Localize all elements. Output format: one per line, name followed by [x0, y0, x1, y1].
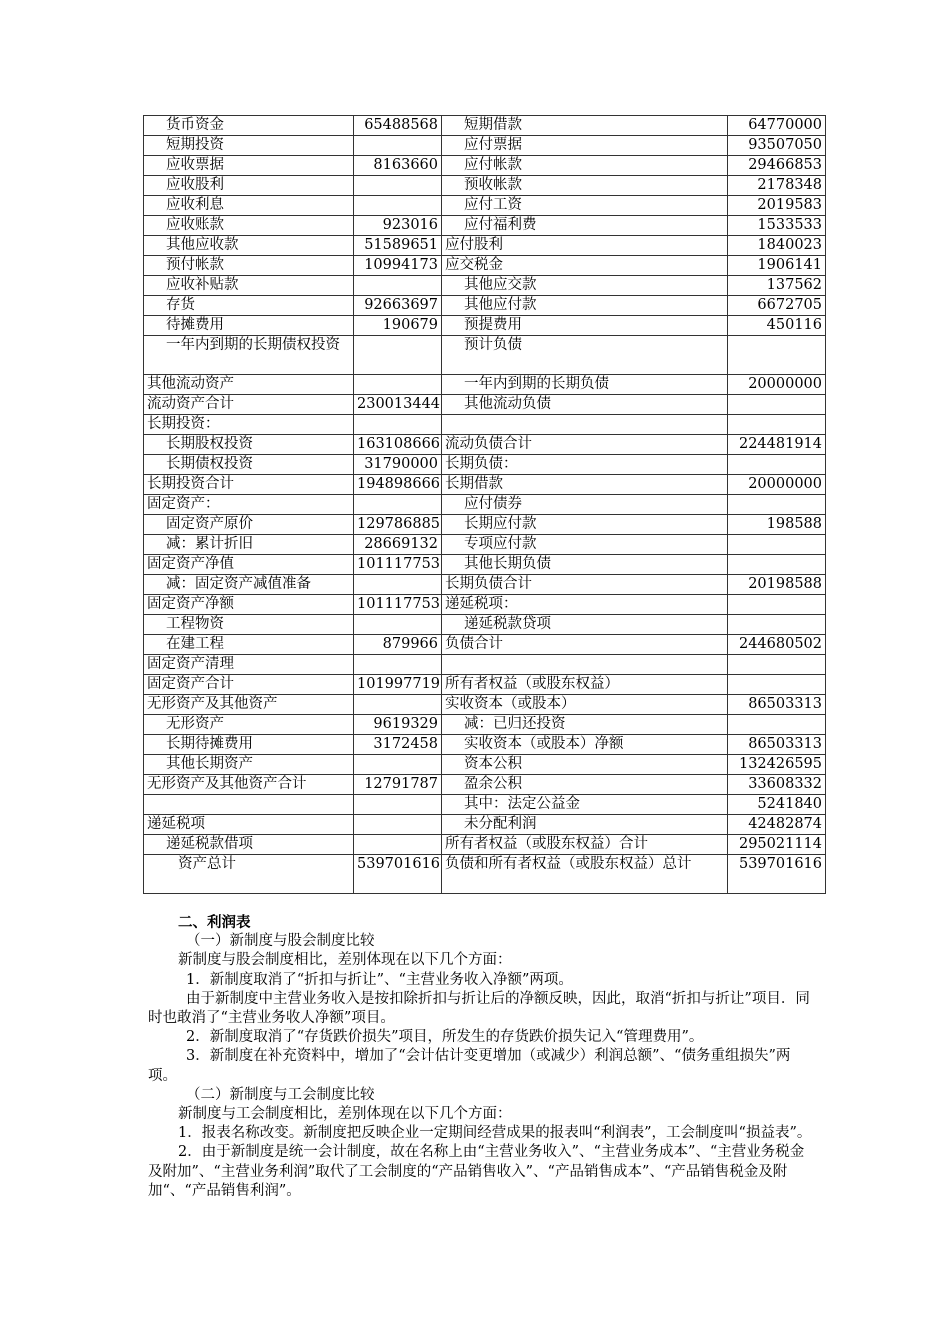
asset-label: 应收股利 — [144, 176, 354, 196]
liability-label: 其他长期负债 — [442, 555, 728, 575]
table-row — [144, 655, 826, 675]
liability-value — [728, 336, 826, 375]
liability-label: 实收资本（或股本）净额 — [442, 735, 728, 755]
liability-label: 长期负债合计 — [442, 575, 728, 595]
liability-value — [728, 615, 826, 635]
liability-value — [728, 495, 826, 515]
liability-value: 450116 — [728, 316, 826, 336]
table-row — [144, 176, 826, 196]
liability-value — [728, 535, 826, 555]
table-row — [144, 635, 826, 655]
table-row — [144, 196, 826, 216]
liability-value: 42482874 — [728, 815, 826, 835]
liability-value: 20000000 — [728, 375, 826, 395]
liability-label: 长期应付款 — [442, 515, 728, 535]
liability-value: 6672705 — [728, 296, 826, 316]
liability-value — [728, 655, 826, 675]
asset-label: 预付帐款 — [144, 256, 354, 276]
asset-value — [354, 615, 442, 635]
subsection-heading-1: （一）新制度与股会制度比较 — [186, 933, 375, 950]
asset-value: 92663697 — [354, 296, 442, 316]
table-row — [144, 735, 826, 755]
liability-value: 29466853 — [728, 156, 826, 176]
asset-label: 固定资产清理 — [144, 655, 354, 675]
asset-value — [354, 815, 442, 835]
liability-label: 递延税款贷项 — [442, 615, 728, 635]
asset-label: 长期待摊费用 — [144, 735, 354, 755]
liability-value: 2178348 — [728, 176, 826, 196]
paragraph: 新制度与工会制度相比，差别体现在以下几个方面： — [178, 1106, 512, 1123]
liability-value: 1840023 — [728, 236, 826, 256]
paragraph: 1．新制度取消了“折扣与折让”、“主营业务收入净额”两项。 — [186, 971, 573, 988]
liability-label: 实收资本（或股本） — [442, 695, 728, 715]
asset-value — [354, 415, 442, 435]
liability-value: 224481914 — [728, 435, 826, 455]
asset-label: 固定资产净额 — [144, 595, 354, 615]
liability-label: 一年内到期的长期负债 — [442, 375, 728, 395]
asset-label: 应收补贴款 — [144, 276, 354, 296]
asset-value — [354, 336, 442, 375]
asset-value: 51589651 — [354, 236, 442, 256]
liability-label: 应付福利费 — [442, 216, 728, 236]
liability-label: 应交税金 — [442, 256, 728, 276]
liability-value: 198588 — [728, 515, 826, 535]
asset-value — [354, 755, 442, 775]
asset-value — [354, 276, 442, 296]
liability-label — [442, 655, 728, 675]
asset-value: 65488568 — [354, 116, 442, 136]
asset-label: 固定资产： — [144, 495, 354, 515]
paragraph: 由于新制度中主营业务收入是按扣除折扣与折让后的净额反映，因此，取消“折扣与折让”项目．同时也敢消了“主营业务收人净额”项目。 — [148, 990, 810, 1027]
asset-value — [354, 835, 442, 855]
liability-label: 应付股利 — [442, 236, 728, 256]
table-row — [144, 795, 826, 815]
table-row — [144, 276, 826, 296]
table-row — [144, 695, 826, 715]
asset-value: 101117753 — [354, 595, 442, 615]
liability-label: 短期借款 — [442, 116, 728, 136]
asset-value: 28669132 — [354, 535, 442, 555]
table-row — [144, 615, 826, 635]
liability-label: 未分配利润 — [442, 815, 728, 835]
liability-value: 137562 — [728, 276, 826, 296]
asset-value: 194898666 — [354, 475, 442, 495]
asset-value: 8163660 — [354, 156, 442, 176]
paragraph: 新制度与股会制度相比，差别体现在以下几个方面： — [178, 952, 512, 969]
liability-label: 其他流动负债 — [442, 395, 728, 415]
table-row — [144, 236, 826, 256]
liability-value — [728, 675, 826, 695]
liability-label: 其中：法定公益金 — [442, 795, 728, 815]
section-heading: 二、利润表 — [178, 914, 251, 931]
asset-label: 长期投资： — [144, 415, 354, 435]
liability-value: 33608332 — [728, 775, 826, 795]
table-row — [144, 415, 826, 435]
liability-label: 应付债券 — [442, 495, 728, 515]
asset-value: 101997719 — [354, 675, 442, 695]
asset-value: 101117753 — [354, 555, 442, 575]
asset-label: 应收利息 — [144, 196, 354, 216]
liability-value: 1906141 — [728, 256, 826, 276]
asset-value — [354, 695, 442, 715]
liability-label: 递延税项： — [442, 595, 728, 615]
asset-label: 短期投资 — [144, 136, 354, 156]
liability-label — [442, 415, 728, 435]
asset-label: 减：固定资产减值准备 — [144, 575, 354, 595]
asset-label: 无形资产及其他资产合计 — [144, 775, 354, 795]
table-row — [144, 535, 826, 555]
liability-value — [728, 555, 826, 575]
asset-value — [354, 196, 442, 216]
liability-label: 预收帐款 — [442, 176, 728, 196]
liability-label: 流动负债合计 — [442, 435, 728, 455]
table-row — [144, 136, 826, 156]
liability-value: 20198588 — [728, 575, 826, 595]
asset-value — [354, 136, 442, 156]
table-row — [144, 375, 826, 395]
liability-value — [728, 415, 826, 435]
asset-value: 190679 — [354, 316, 442, 336]
asset-label: 长期债权投资 — [144, 455, 354, 475]
asset-value: 3172458 — [354, 735, 442, 755]
table-row — [144, 256, 826, 276]
asset-value: 9619329 — [354, 715, 442, 735]
table-row — [144, 815, 826, 835]
asset-value: 10994173 — [354, 256, 442, 276]
asset-value: 539701616 — [354, 855, 442, 894]
asset-label: 存货 — [144, 296, 354, 316]
asset-label: 固定资产原价 — [144, 515, 354, 535]
asset-value: 31790000 — [354, 455, 442, 475]
asset-value — [354, 575, 442, 595]
table-row — [144, 775, 826, 795]
liability-label: 其他应交款 — [442, 276, 728, 296]
asset-label: 无形资产及其他资产 — [144, 695, 354, 715]
paragraph: 2．由于新制度是统一会计制度，故在名称上由“主营业务收入”、“主营业务成本”、“主营业务税金及附加”、“主营业务利润”取代了工会制度的“产品销售收入”、“产品销售成本”、“产品销售税金及附加“、“产品销售利润”。 — [148, 1144, 805, 1199]
asset-label: 工程物资 — [144, 615, 354, 635]
balance-sheet-table — [143, 115, 826, 894]
asset-value — [354, 375, 442, 395]
liability-value: 5241840 — [728, 795, 826, 815]
table-row — [144, 595, 826, 615]
asset-label: 资产总计 — [144, 855, 354, 894]
liability-label: 预计负债 — [442, 336, 728, 375]
paragraph: 3．新制度在补充资料中，增加了“会计估计变更增加（或减少）利润总额”、“债务重组损失”两项。 — [148, 1048, 791, 1084]
table-row — [144, 156, 826, 176]
table-row — [144, 575, 826, 595]
asset-value: 12791787 — [354, 775, 442, 795]
table-row — [144, 475, 826, 495]
asset-value: 879966 — [354, 635, 442, 655]
subsection-heading-2: （二）新制度与工会制度比较 — [186, 1086, 375, 1103]
asset-label: 流动资产合计 — [144, 395, 354, 415]
liability-value: 20000000 — [728, 475, 826, 495]
asset-label: 应收票据 — [144, 156, 354, 176]
table-row — [144, 835, 826, 855]
asset-label: 其他应收款 — [144, 236, 354, 256]
liability-label: 所有者权益（或股东权益）合计 — [442, 835, 728, 855]
table-row — [144, 715, 826, 735]
asset-label: 货币资金 — [144, 116, 354, 136]
liability-label: 资本公积 — [442, 755, 728, 775]
table-row — [144, 755, 826, 775]
liability-label: 应付工资 — [442, 196, 728, 216]
liability-value: 295021114 — [728, 835, 826, 855]
liability-label: 负债合计 — [442, 635, 728, 655]
asset-label: 在建工程 — [144, 635, 354, 655]
liability-value: 132426595 — [728, 755, 826, 775]
liability-value: 64770000 — [728, 116, 826, 136]
liability-value: 86503313 — [728, 695, 826, 715]
asset-value: 129786885 — [354, 515, 442, 535]
liability-value: 1533533 — [728, 216, 826, 236]
liability-value — [728, 455, 826, 475]
asset-value — [354, 176, 442, 196]
table-row — [144, 555, 826, 575]
liability-label: 长期负债： — [442, 455, 728, 475]
asset-label: 固定资产净值 — [144, 555, 354, 575]
asset-value: 163108666 — [354, 435, 442, 455]
asset-label: 无形资产 — [144, 715, 354, 735]
asset-label: 长期股权投资 — [144, 435, 354, 455]
paragraph: 2．新制度取消了“存货跌价损失”项目，所发生的存货跌价损失记入“管理费用”。 — [186, 1029, 704, 1046]
liability-value — [728, 595, 826, 615]
liability-label: 应付帐款 — [442, 156, 728, 176]
liability-value: 93507050 — [728, 136, 826, 156]
table-row — [144, 316, 826, 336]
table-row — [144, 435, 826, 455]
liability-value: 86503313 — [728, 735, 826, 755]
table-row — [144, 515, 826, 535]
asset-value — [354, 495, 442, 515]
liability-value — [728, 715, 826, 735]
table-row — [144, 455, 826, 475]
table-row — [144, 395, 826, 415]
liability-value — [728, 395, 826, 415]
table-row — [144, 116, 826, 136]
table-row — [144, 336, 826, 375]
liability-label: 长期借款 — [442, 475, 728, 495]
liability-label: 专项应付款 — [442, 535, 728, 555]
asset-label: 递延税项 — [144, 815, 354, 835]
table-row — [144, 296, 826, 316]
table-row — [144, 495, 826, 515]
asset-label: 减：累计折旧 — [144, 535, 354, 555]
liability-label: 所有者权益（或股东权益） — [442, 675, 728, 695]
asset-label: 待摊费用 — [144, 316, 354, 336]
table-row — [144, 216, 826, 236]
paragraph: 1．报表名称改变。新制度把反映企业一定期间经营成果的报表叫“利润表”，工会制度叫“损益表”。 — [178, 1125, 812, 1142]
asset-value: 923016 — [354, 216, 442, 236]
asset-label — [144, 795, 354, 815]
table-row — [144, 675, 826, 695]
asset-value — [354, 655, 442, 675]
asset-value — [354, 795, 442, 815]
balance-sheet-body — [144, 116, 826, 894]
liability-label: 预提费用 — [442, 316, 728, 336]
table-row — [144, 855, 826, 894]
liability-value: 244680502 — [728, 635, 826, 655]
income-statement-section — [148, 913, 818, 1201]
liability-label: 其他应付款 — [442, 296, 728, 316]
liability-value: 539701616 — [728, 855, 826, 894]
liability-value: 2019583 — [728, 196, 826, 216]
asset-label: 其他长期资产 — [144, 755, 354, 775]
asset-label: 递延税款借项 — [144, 835, 354, 855]
liability-label: 负债和所有者权益（或股东权益）总计 — [442, 855, 728, 894]
liability-label: 减：已归还投资 — [442, 715, 728, 735]
asset-label: 一年内到期的长期债权投资 — [144, 336, 354, 375]
liability-label: 应付票据 — [442, 136, 728, 156]
asset-label: 其他流动资产 — [144, 375, 354, 395]
asset-label: 固定资产合计 — [144, 675, 354, 695]
asset-label: 应收账款 — [144, 216, 354, 236]
liability-label: 盈余公积 — [442, 775, 728, 795]
asset-label: 长期投资合计 — [144, 475, 354, 495]
asset-value: 230013444 — [354, 395, 442, 415]
